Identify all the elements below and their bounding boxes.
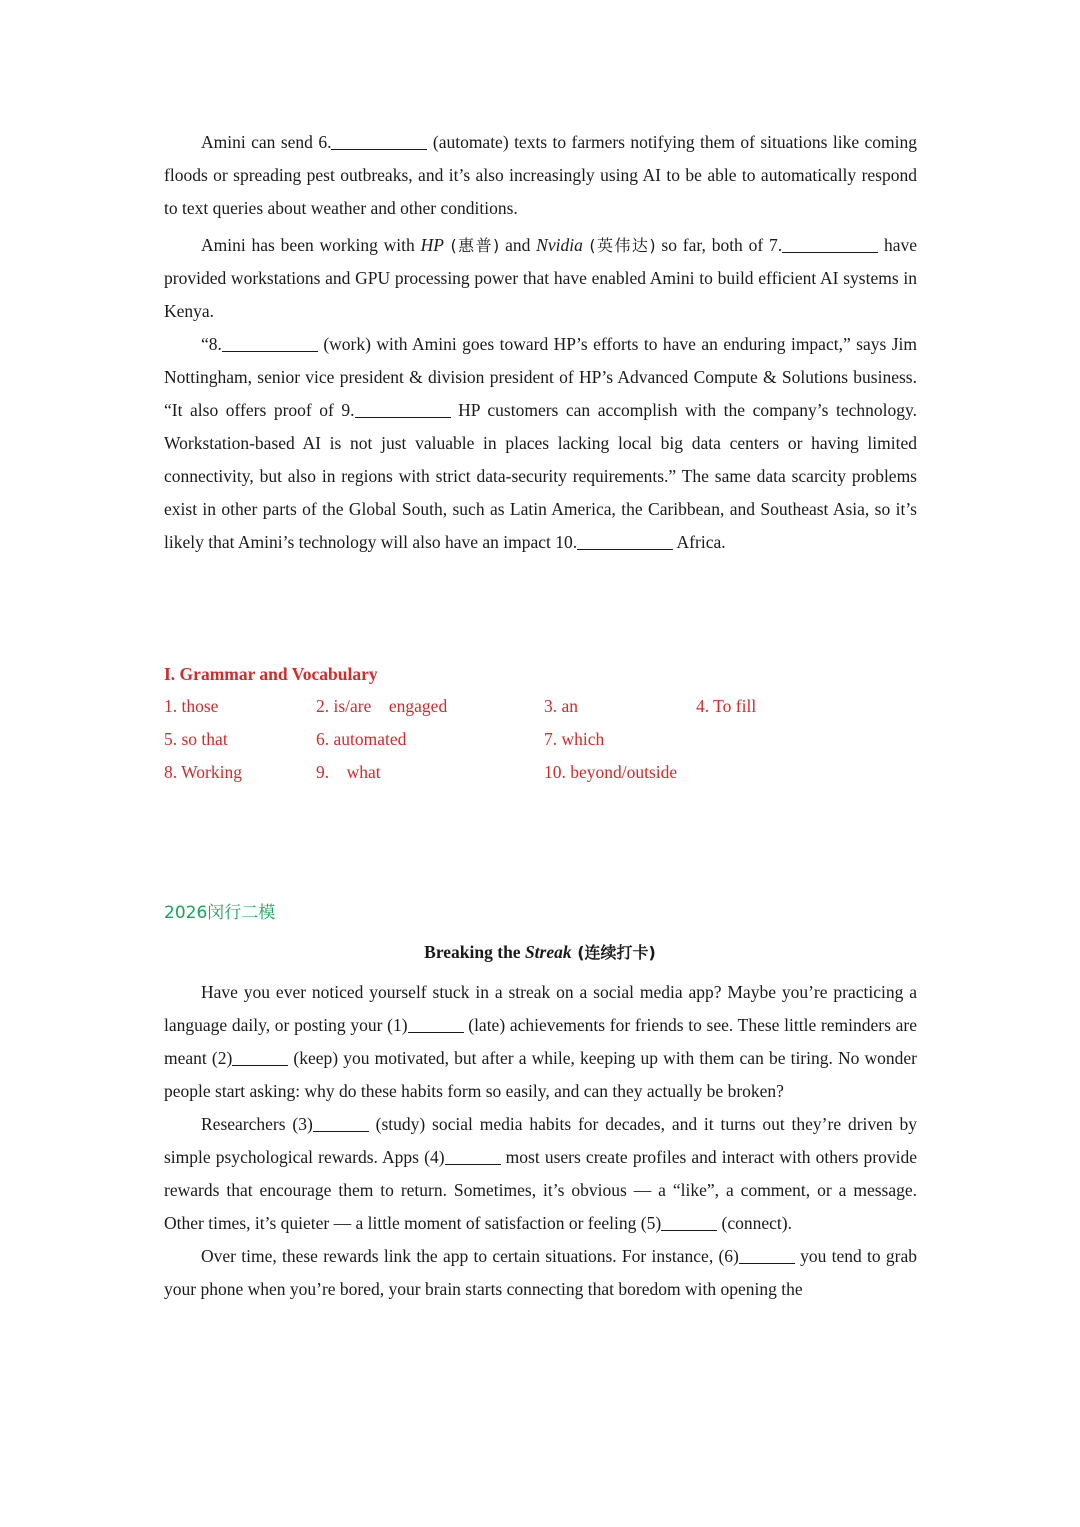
passage-two — [164, 976, 917, 1306]
answer-1: 1. those — [164, 696, 219, 716]
text: (late) achievements for friends to see. These little reminders are meant (2) — [164, 1015, 917, 1068]
text: and — [499, 235, 537, 255]
paragraph-2 — [164, 1108, 917, 1240]
answer-5: 5. so that — [164, 729, 228, 749]
title-chinese: (连续打卡) — [571, 943, 656, 962]
paragraph-7 — [164, 229, 917, 328]
answer-7: 7. which — [544, 729, 605, 749]
text: “8. — [201, 334, 222, 354]
answer-10: 10. beyond/outside — [544, 762, 678, 782]
paragraph-8 — [164, 328, 917, 559]
text: Have you ever noticed yourself stuck in a streak on a social media app? Maybe you’re practicing a language daily, or posting your (1) — [164, 982, 917, 1035]
blank-6b[interactable] — [739, 1246, 795, 1265]
text: Amini can send 6. — [201, 132, 332, 152]
answer-3: 3. an — [544, 696, 579, 716]
passage-one — [164, 126, 917, 559]
text: (work) with Amini goes toward HP’s efforts to have an enduring impact,” says Jim Nottingham, senior vice president & division president of HP’s Advanced Compute & Solutions business. “It also offers proof of 9. — [164, 334, 917, 420]
text: (connect). — [717, 1213, 792, 1233]
answer-4: 4. To fill — [696, 696, 757, 716]
text: you tend to grab your phone when you’re bored, your brain starts connecting that boredom with opening the — [164, 1246, 917, 1299]
blank-6[interactable] — [331, 132, 427, 151]
blank-7[interactable] — [782, 235, 878, 254]
text: (automate) texts to farmers notifying them of situations like coming floods or spreading pest outbreaks, and it’s also increasingly using AI to be able to automatically respond to text queries about weather and other conditions. — [164, 132, 918, 218]
blank-3[interactable] — [313, 1114, 369, 1133]
nvidia-chinese: (英伟达) — [582, 236, 656, 255]
blank-9[interactable] — [355, 400, 451, 419]
answer-2: 2. is/are engaged — [316, 696, 448, 716]
answer-8: 8. Working — [164, 762, 242, 782]
blank-8[interactable] — [222, 334, 318, 353]
hp-chinese: (惠普) — [443, 236, 500, 255]
blank-1[interactable] — [408, 1015, 464, 1034]
hp-name: HP — [420, 235, 444, 255]
answer-9: 9. what — [316, 762, 381, 782]
nvidia-name: Nvidia — [536, 235, 583, 255]
text: Africa. — [673, 532, 726, 552]
text: Researchers (3) — [201, 1114, 313, 1134]
answer-6: 6. automated — [316, 729, 407, 749]
blank-10[interactable] — [577, 532, 673, 551]
blank-4[interactable] — [445, 1147, 501, 1166]
text: so far, both of 7. — [655, 235, 783, 255]
text: (study) social media habits for decades, and it turns out they’re driven by simple psychological rewards. Apps (4) — [164, 1114, 917, 1167]
text: most users create profiles and interact with others provide rewards that encourage them to return. Sometimes, it’s obvious — a “like”, a comment, or a message. Other times, it’s quieter — a little moment of satisfaction or feeling (5) — [164, 1147, 918, 1233]
paragraph-3 — [164, 1240, 917, 1306]
blank-5[interactable] — [661, 1213, 717, 1232]
title-text: Breaking the — [424, 942, 525, 962]
title-italic: Streak — [524, 942, 572, 962]
blank-2[interactable] — [232, 1048, 288, 1067]
paragraph-1 — [164, 976, 917, 1108]
text: Over time, these rewards link the app to certain situations. For instance, (6) — [201, 1246, 739, 1266]
article-title — [0, 940, 1080, 963]
source-label: 2026闵行二模 — [164, 903, 276, 923]
text: have provided workstations and GPU processing power that have enabled Amini to build efficient AI systems in Kenya. — [164, 235, 917, 321]
answer-section-title: I. Grammar and Vocabulary — [164, 664, 378, 684]
paragraph-6 — [164, 126, 917, 225]
text: (keep) you motivated, but after a while, keeping up with them can be tiring. No wonder people start asking: why do these habits form so easily, and can they actually be broken? — [164, 1048, 917, 1101]
text: HP customers can accomplish with the company’s technology. Workstation-based AI is not just valuable in places lacking local big data centers or having limited connectivity, but also in regions with strict data-security requirements.” The same data scarcity problems exist in other parts of the Global South, such as Latin America, the Caribbean, and Southeast Asia, so it’s likely that Amini’s technology will also have an impact 10. — [164, 400, 917, 552]
text: Amini has been working with — [201, 235, 421, 255]
